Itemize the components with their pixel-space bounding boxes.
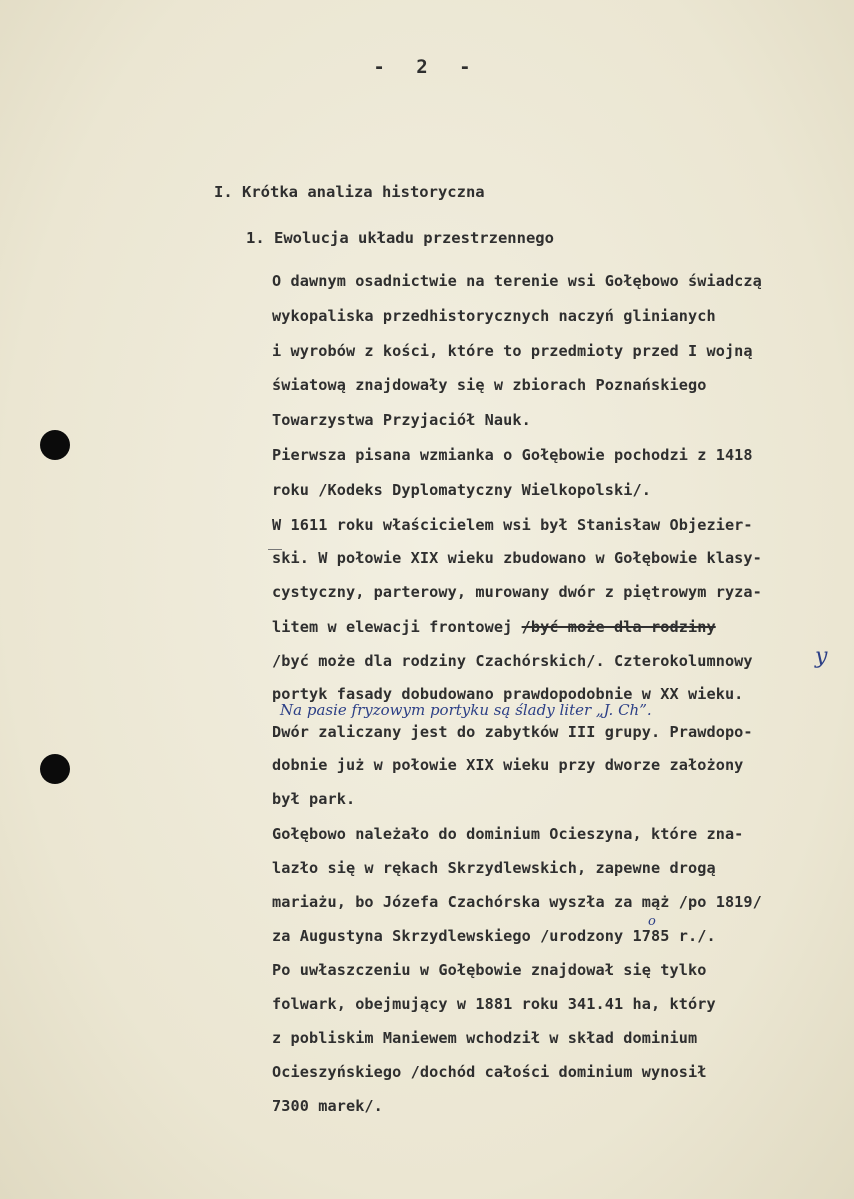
punch-hole-bottom [40, 754, 70, 784]
punch-hole-top [40, 430, 70, 460]
handwritten-correction: y [815, 644, 828, 669]
page-number: - 2 - [373, 56, 481, 78]
subsection-title: 1. Ewolucja układu przestrzennego [246, 229, 554, 247]
body-line: światową znajdowały się w zbiorach Poznańskiego [272, 376, 707, 394]
body-line: Towarzystwa Przyjaciół Nauk. [272, 411, 531, 429]
body-line: z pobliskim Maniewem wchodził w skład dominium [272, 1029, 698, 1047]
body-line-with-strike [272, 618, 716, 636]
section-title: I. Krótka analiza historyczna [214, 183, 485, 201]
body-line: O dawnym osadnictwie na terenie wsi Gołębowo świadczą [272, 272, 762, 290]
body-line: mariażu, bo Józefa Czachórska wyszła za mąż /po 1819/ [272, 893, 762, 911]
body-line: lazło się w rękach Skrzydlewskich, zapewne drogą [272, 859, 716, 877]
body-line: i wyrobów z kości, które to przedmioty przed I wojną [272, 342, 753, 360]
body-line: Po uwłaszczeniu w Gołębowie znajdował się tylko [272, 961, 707, 979]
body-line: Gołębowo należało do dominium Ocieszyna, które zna- [272, 825, 744, 843]
body-line: 7300 marek/. [272, 1097, 383, 1115]
body-line: folwark, obejmujący w 1881 roku 341.41 ha, który [272, 995, 716, 1013]
struck-text: /być może dla rodziny [521, 618, 716, 636]
body-line: za Augustyna Skrzydlewskiego /urodzony 1785 r./. [272, 927, 716, 945]
body-line: Dwór zaliczany jest do zabytków III grupy. Prawdopo- [272, 723, 753, 741]
body-line: Ocieszyńskiego /dochód całości dominium wynosił [272, 1063, 707, 1081]
handwritten-correction: o [648, 914, 656, 929]
body-line: był park. [272, 790, 356, 808]
body-line: Pierwsza pisana wzmianka o Gołębowie pochodzi z 1418 [272, 446, 753, 464]
body-line: wykopaliska przedhistorycznych naczyń glinianych [272, 307, 716, 325]
body-line-text: litem w elewacji frontowej [272, 618, 522, 636]
body-line: dobnie już w połowie XIX wieku przy dworze założony [272, 756, 744, 774]
handwritten-note: Na pasie fryzowym portyku są ślady liter „J. Ch”. [280, 701, 652, 719]
body-line: roku /Kodeks Dyplomatyczny Wielkopolski/. [272, 481, 651, 499]
body-line: portyk fasady dobudowano prawdopodobnie w XX wieku. [272, 685, 744, 703]
body-line: ski. W połowie XIX wieku zbudowano w Gołębowie klasy- [272, 549, 762, 567]
body-line: cystyczny, parterowy, murowany dwór z piętrowym ryza- [272, 583, 762, 601]
body-line: W 1611 roku właścicielem wsi był Stanisław Objezier- [272, 516, 753, 534]
body-line: /być może dla rodziny Czachórskich/. Czterokolumnowy [272, 652, 753, 670]
